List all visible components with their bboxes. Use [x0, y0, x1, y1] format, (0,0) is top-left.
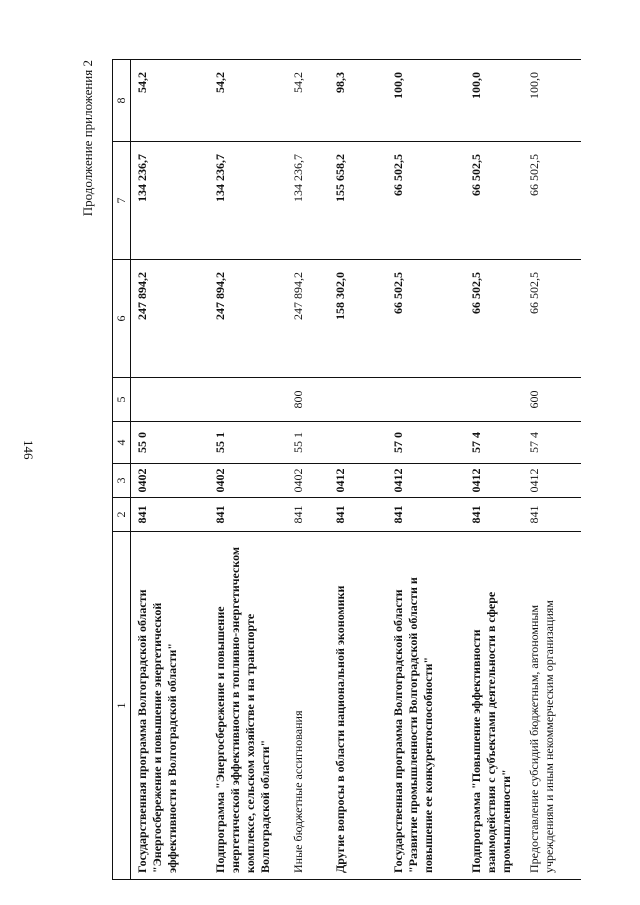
cell-col6: 158 302,0: [329, 260, 387, 378]
cell-col7: 66 502,5: [465, 142, 523, 260]
cell-col4: 57 4: [465, 422, 523, 464]
cell-col6: 247 894,2: [209, 260, 287, 378]
cell-col2: 841: [287, 498, 329, 532]
cell-col3: 0412: [387, 464, 465, 498]
row-name: Иные бюджетные ассигнования: [287, 532, 329, 880]
cell-col4: 55 1: [287, 422, 329, 464]
cell-col2: 841: [209, 498, 287, 532]
appendix-caption: Продолжение приложения 2: [80, 60, 95, 217]
cell-col6: 66 502,5: [465, 260, 523, 378]
row-name: Государственная программа Волгоградской области "Энергосбережение и повышение энергетической эффективности в Волгоградской области": [131, 532, 210, 880]
cell-col7: 155 658,2: [329, 142, 387, 260]
cell-col5: [131, 378, 210, 422]
cell-col4: 55 0: [131, 422, 210, 464]
cell-col5: 800: [287, 378, 329, 422]
row-name: Предоставление субсидий бюджетным, автономным учреждениям и иным некоммерческим организациям: [523, 532, 581, 880]
column-header: 7: [113, 142, 131, 260]
column-header: 1: [113, 532, 131, 880]
row-name: Подпрограмма "Повышение эффективности взаимодействия с субъектами деятельности в сфере промышленности": [465, 532, 523, 880]
cell-col8: 54,2: [131, 60, 210, 142]
cell-col5: [329, 378, 387, 422]
cell-col5: [209, 378, 287, 422]
cell-col8: 100,0: [523, 60, 581, 142]
cell-col7: 134 236,7: [131, 142, 210, 260]
cell-col2: 841: [465, 498, 523, 532]
cell-col6: 247 894,2: [131, 260, 210, 378]
cell-col6: 247 894,2: [287, 260, 329, 378]
table-row: [465, 60, 523, 880]
table-row: [387, 60, 465, 880]
table-row: [209, 60, 287, 880]
cell-col6: 66 502,5: [387, 260, 465, 378]
cell-col2: 841: [523, 498, 581, 532]
cell-col2: 841: [131, 498, 210, 532]
cell-col6: 66 502,5: [523, 260, 581, 378]
cell-col4: 57 0: [387, 422, 465, 464]
table-row: [329, 60, 387, 880]
table-row: [523, 60, 581, 880]
cell-col2: 841: [329, 498, 387, 532]
cell-col3: 0402: [209, 464, 287, 498]
row-name: Государственная программа Волгоградской области "Развитие промышленности Волгоградской области и повышение ее конкурентоспособности": [387, 532, 465, 880]
cell-col8: 54,2: [287, 60, 329, 142]
rotated-page-content: [80, 60, 640, 880]
column-header: 2: [113, 498, 131, 532]
table-row: [287, 60, 329, 880]
cell-col4: 55 1: [209, 422, 287, 464]
column-header: 6: [113, 260, 131, 378]
budget-table: [112, 59, 581, 880]
cell-col5: [387, 378, 465, 422]
cell-col7: 66 502,5: [387, 142, 465, 260]
cell-col4: [329, 422, 387, 464]
cell-col3: 0412: [523, 464, 581, 498]
cell-col8: 100,0: [465, 60, 523, 142]
cell-col3: 0402: [287, 464, 329, 498]
column-header: 5: [113, 378, 131, 422]
cell-col4: 57 4: [523, 422, 581, 464]
table-row: [131, 60, 210, 880]
cell-col3: 0412: [465, 464, 523, 498]
page-number: 146: [21, 440, 36, 460]
column-header: 4: [113, 422, 131, 464]
column-header-row: [113, 60, 131, 880]
cell-col3: 0412: [329, 464, 387, 498]
cell-col7: 134 236,7: [209, 142, 287, 260]
row-name: Другие вопросы в области национальной экономики: [329, 532, 387, 880]
cell-col7: 66 502,5: [523, 142, 581, 260]
cell-col7: 134 236,7: [287, 142, 329, 260]
cell-col3: 0402: [131, 464, 210, 498]
cell-col5: [465, 378, 523, 422]
cell-col8: 98,3: [329, 60, 387, 142]
column-header: 8: [113, 60, 131, 142]
cell-col8: 54,2: [209, 60, 287, 142]
column-header: 3: [113, 464, 131, 498]
cell-col5: 600: [523, 378, 581, 422]
row-name: Подпрограмма "Энергосбережение и повышение энергетической эффективности в топливно-энергетическом комплексе, сельском хозяйстве и на транспорте Волгоградской области": [209, 532, 287, 880]
cell-col2: 841: [387, 498, 465, 532]
cell-col8: 100,0: [387, 60, 465, 142]
